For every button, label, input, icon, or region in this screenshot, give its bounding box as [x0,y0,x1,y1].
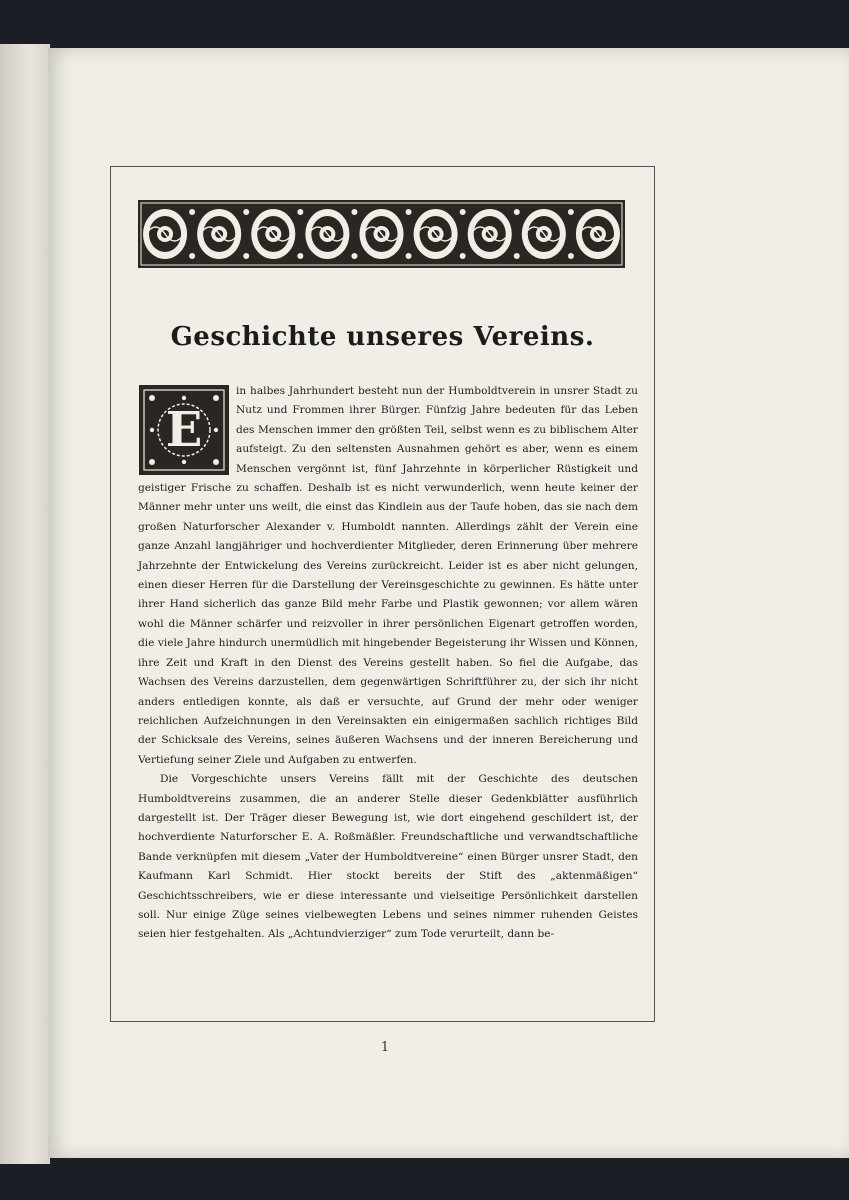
decorative-header-ornament [138,200,625,268]
page-title: Geschichte unseres Vereins. [170,322,595,352]
dropcap-letter: E [165,402,203,458]
page-number: 1 [380,1040,390,1055]
previous-page-edge [0,44,50,1164]
paragraph-1: in halbes Jahrhundert besteht nun der Humboldtverein in unsrer Stadt zu Nutz und Frommen ihrer Bürger. Fünfzig Jahre bedeuten für das Leben des Menschen immer den größten Teil, selbst wenn es zu biblischem Alter aufsteigt. Zu den seltensten Ausnahmen gehört es aber, wenn es einem Menschen vergönnt ist, fünf Jahrzehnte in körperlicher Rüstigkeit und geistiger Frische zu schaffen. Deshalb ist es nicht verwunderlich, wenn heute keiner der Männer mehr unter uns weilt, die einst das Kindlein aus der Taufe hoben, das sie nach dem großen Naturforscher Alexander v. Humboldt nannten. Allerdings zählt der Verein eine ganze Anzahl langjähriger und hochverdienter Mitglieder, deren Erinnerung über mehrere Jahrzehnte der Entwickelung des Vereins zurückreicht. Leider ist es aber nicht gelungen, einen dieser Herren für die Darstellung der Vereinsgeschichte zu gewinnen. Es hätte unter ihrer Hand sicherlich das ganze Bild mehr Farbe und Plastik gewonnen; vor allem wären wohl die Männer schärfer und reizvoller in ihrer persönlichen Eigenart getroffen worden, die viele Jahre hindurch unermüdlich mit hingebender Begeisterung ihr Wissen und Können, ihre Zeit und Kraft in den Dienst des Vereins gestellt haben. So fiel die Aufgabe, das Wachsen des Vereins darzustellen, dem gegenwärtigen Schriftführer zu, der sich ihr nicht anders entledigen konnte, als daß er versuchte, auf Grund der mehr oder weniger reichlichen Aufzeichnungen in den Vereinsakten ein einigermaßen sachlich richtiges Bild der Schicksale des Vereins, seines äußeren Wachsens und der inneren Bereicherung und Vertiefung seiner Ziele und Aufgaben zu entwerfen. [138,385,638,766]
article-body [138,382,638,945]
dropcap-initial [138,384,230,476]
paragraph-2: Die Vorgeschichte unsers Vereins fällt mit der Geschichte des deutschen Humboldtvereins zusammen, die an anderer Stelle dieser Gedenkblätter ausführlich dargestellt ist. Der Träger dieser Bewegung ist, wie dort eingehend geschildert ist, der hochverdiente Naturforscher E. A. Roßmäßler. Freundschaftliche und verwandtschaftliche Bande verknüpfen mit diesem „Vater der Humboldtvereine“ einen Bürger unsrer Stadt, den Kaufmann Karl Schmidt. Hier stockt bereits der Stift des „aktenmäßigen“ Geschichtsschreibers, wie er diese interessante und vielseitige Persönlichkeit darstellen soll. Nur einige Züge seines vielbewegten Lebens und seines nimmer ruhenden Geistes seien hier festgehalten. Als „Achtundvierziger“ zum Tode verurteilt, dann be- [138,773,638,941]
